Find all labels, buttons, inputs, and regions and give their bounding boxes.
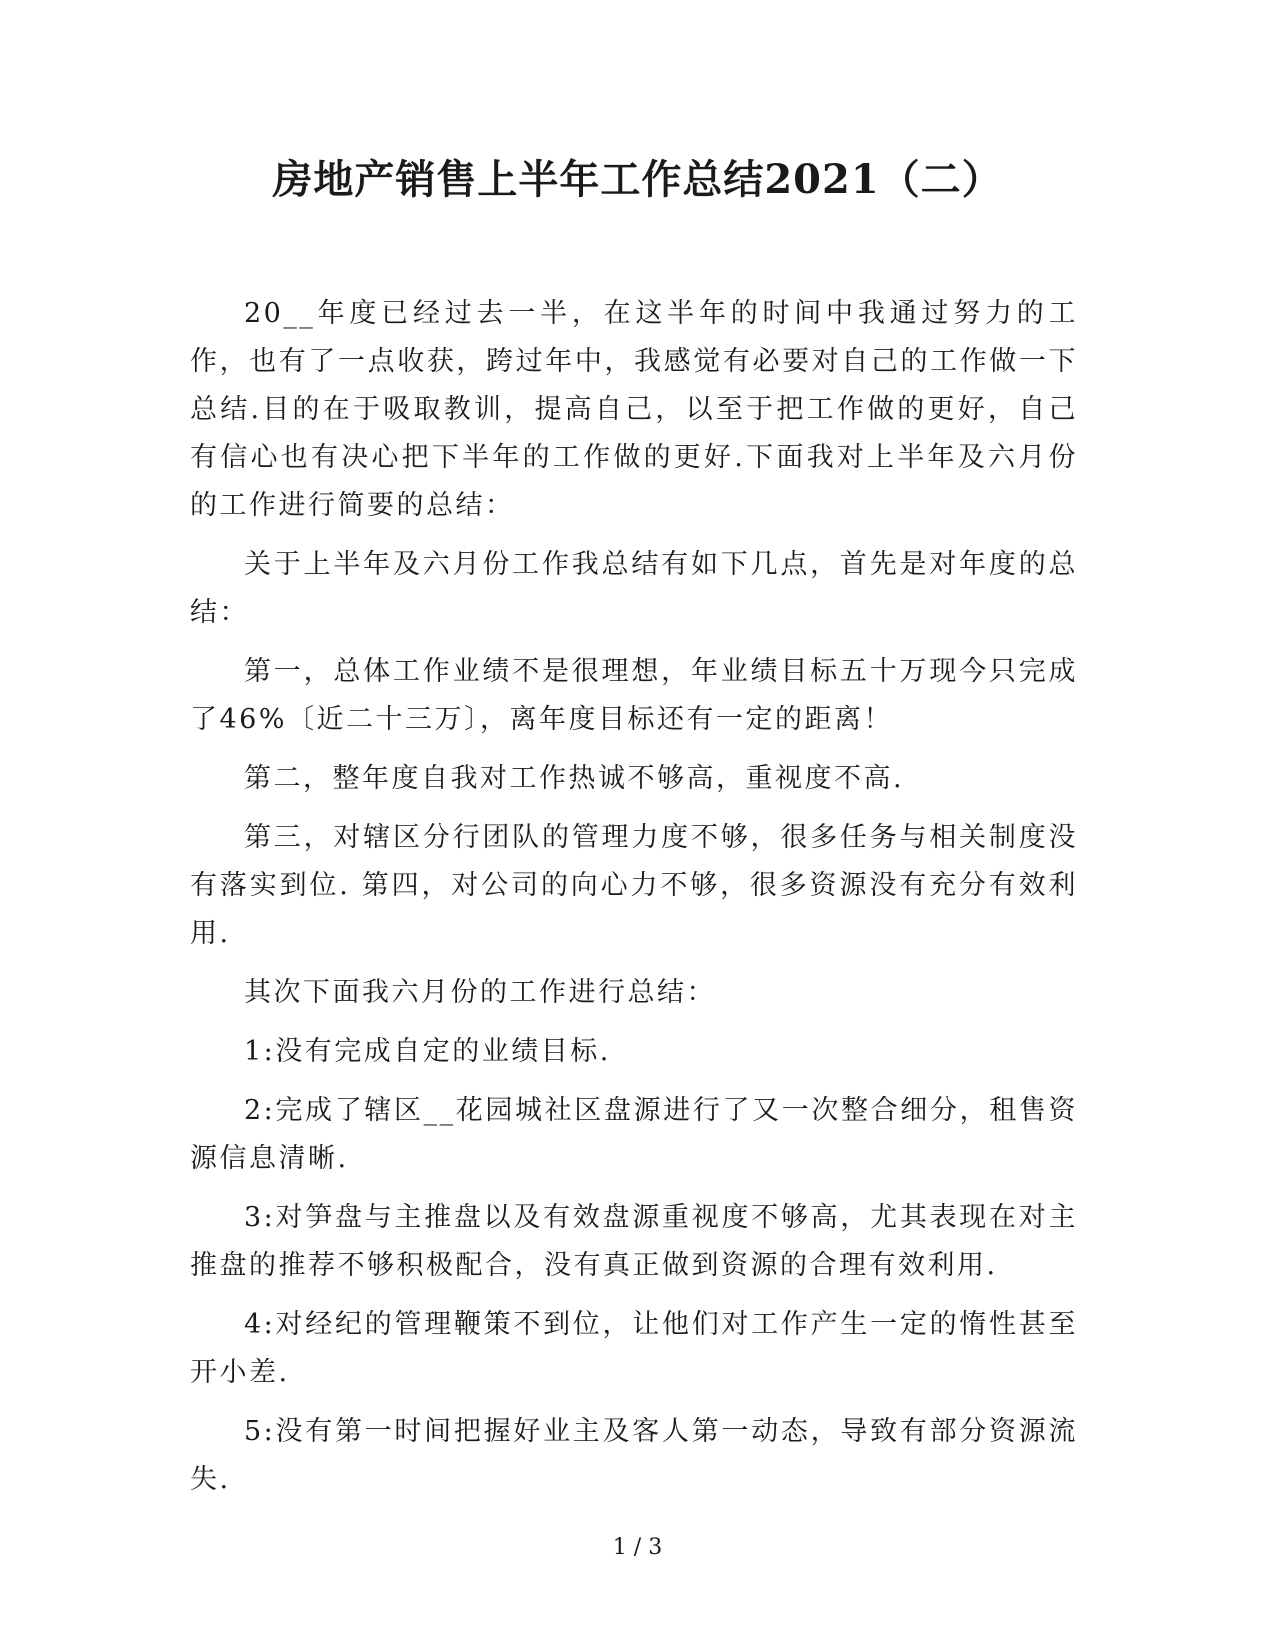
list-item-2: 2:完成了辖区__花园城社区盘源进行了又一次整合细分，租售资源信息清晰. [190,1095,1078,1174]
paragraph-point-3-4: 第三，对辖区分行团队的管理力度不够，很多任务与相关制度没有落实到位. 第四，对公司的向心力不够，很多资源没有充分有效利用. [190,822,1078,949]
page-number: 1 / 3 [612,1535,663,1560]
document-body [190,290,1078,1515]
paragraph-summary-intro: 关于上半年及六月份工作我总结有如下几点，首先是对年度的总结： [190,549,1078,628]
paragraph-point-1: 第一，总体工作业绩不是很理想，年业绩目标五十万现今只完成了46%〔近二十三万〕，离年度目标还有一定的距离！ [190,656,1078,735]
paragraph-june-intro: 其次下面我六月份的工作进行总结： [244,977,716,1008]
list-item-1: 1:没有完成自定的业绩目标. [244,1036,611,1067]
list-item-5: 5:没有第一时间把握好业主及客人第一动态，导致有部分资源流失. [190,1416,1078,1495]
list-item-3: 3:对笋盘与主推盘以及有效盘源重视度不够高，尤其表现在对主推盘的推荐不够积极配合，没有真正做到资源的合理有效利用. [190,1202,1078,1281]
list-item-4: 4:对经纪的管理鞭策不到位，让他们对工作产生一定的惰性甚至开小差. [190,1309,1078,1388]
paragraph-intro: 20__年度已经过去一半，在这半年的时间中我通过努力的工作，也有了一点收获，跨过年中，我感觉有必要对自己的工作做一下总结.目的在于吸取教训，提高自己，以至于把工作做的更好，自己有信心也有决心把下半年的工作做的更好.下面我对上半年及六月份的工作进行简要的总结： [190,298,1078,521]
document-title: 房地产销售上半年工作总结2021（二） [272,156,1003,203]
paragraph-point-2: 第二，整年度自我对工作热诚不够高，重视度不高. [244,763,905,794]
